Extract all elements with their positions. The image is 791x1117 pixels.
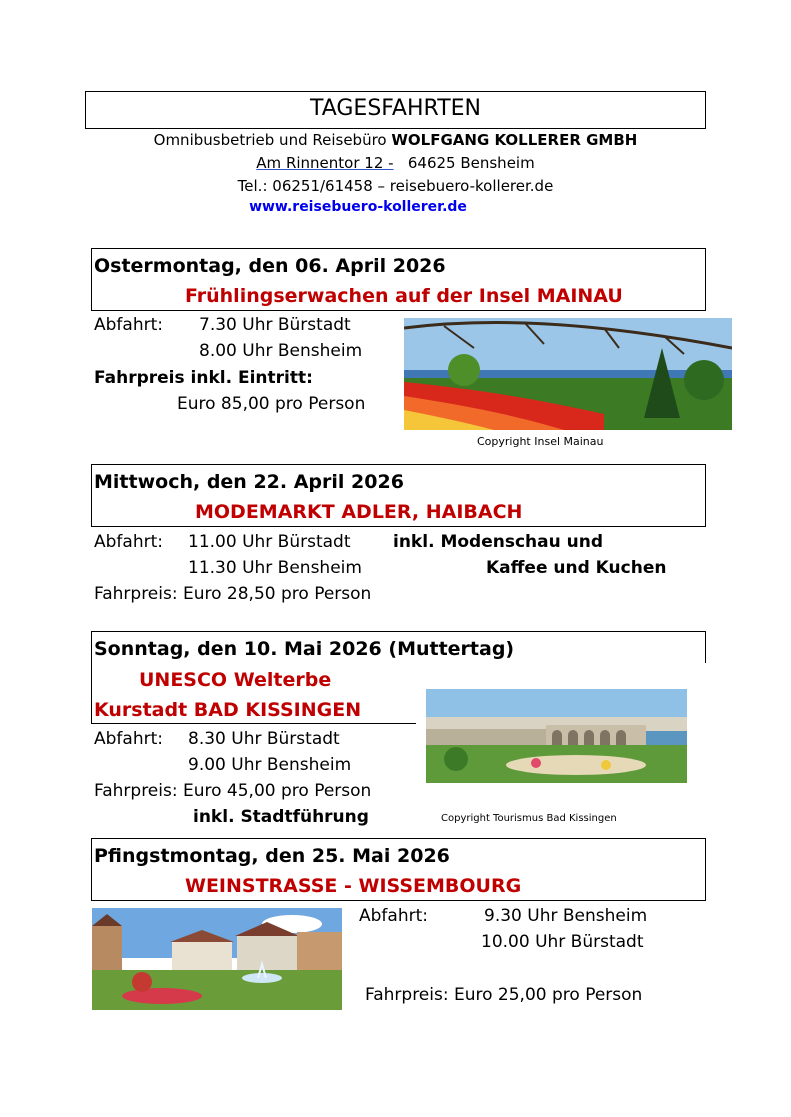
page-title: TAGESFAHRTEN [309, 96, 481, 121]
trip2-date: Mittwoch, den 22. April 2026 [94, 471, 404, 493]
trip3-depart1: 8.30 Uhr Bürstadt [188, 729, 340, 749]
trip3-date: Sonntag, den 10. Mai 2026 (Muttertag) [94, 638, 515, 660]
trip2-depart2: 11.30 Uhr Bensheim [188, 558, 362, 578]
trip3-copyright: Copyright Tourismus Bad Kissingen [441, 813, 617, 824]
trip3-title2: Kurstadt BAD KISSINGEN [94, 699, 362, 721]
website-line [0, 199, 716, 215]
trip2-title: MODEMARKT ADLER, HAIBACH [195, 501, 523, 523]
bad-kissingen-photo [426, 689, 687, 783]
street: Am Rinnentor 12 - [256, 154, 394, 172]
contact-line: Tel.: 06251/61458 – reisebuero-kollerer.de [237, 177, 554, 195]
trip1-copyright: Copyright Insel Mainau [477, 435, 604, 448]
address-line [0, 154, 791, 172]
trip1-price: Euro 85,00 pro Person [177, 394, 366, 414]
trip3-box-top [91, 631, 706, 632]
trip4-depart-label: Abfahrt: [359, 906, 428, 926]
trip3-title1: UNESCO Welterbe [139, 669, 332, 691]
company-name: WOLFGANG KOLLERER GMBH [391, 131, 638, 149]
trip4-depart2: 10.00 Uhr Bürstadt [481, 932, 644, 952]
trip1-title: Frühlingserwachen auf der Insel MAINAU [185, 285, 623, 307]
trip1-date: Ostermontag, den 06. April 2026 [94, 255, 446, 277]
trip1-depart1: 7.30 Uhr Bürstadt [199, 315, 351, 335]
trip3-box-right [705, 631, 706, 663]
trip1-depart2: 8.00 Uhr Bensheim [199, 341, 363, 361]
trip3-box-left [91, 631, 92, 724]
company-line [0, 131, 791, 149]
city: 64625 Bensheim [407, 154, 535, 172]
website-link[interactable]: www.reisebuero-kollerer.de [249, 199, 467, 215]
trip2-price: Fahrpreis: Euro 28,50 pro Person [94, 584, 372, 604]
trip2-extra1: inkl. Modenschau und [393, 532, 604, 552]
trip3-box-bottom [91, 723, 416, 724]
trip4-title: WEINSTRASSE - WISSEMBOURG [185, 875, 522, 897]
trip4-price: Fahrpreis: Euro 25,00 pro Person [365, 985, 643, 1005]
trip2-extra2: Kaffee und Kuchen [486, 558, 667, 578]
company-prefix: Omnibusbetrieb und Reisebüro [153, 131, 392, 149]
trip3-depart2: 9.00 Uhr Bensheim [188, 755, 352, 775]
wissembourg-photo [92, 908, 342, 1010]
trip4-date: Pfingstmontag, den 25. Mai 2026 [94, 845, 450, 867]
trip1-price-label: Fahrpreis inkl. Eintritt: [94, 368, 313, 388]
trip2-depart-label: Abfahrt: [94, 532, 163, 552]
trip3-price: Fahrpreis: Euro 45,00 pro Person [94, 781, 372, 801]
trip4-depart1: 9.30 Uhr Bensheim [484, 906, 648, 926]
mainau-photo [404, 318, 732, 430]
trip3-extra: inkl. Stadtführung [193, 807, 369, 827]
trip2-depart1: 11.00 Uhr Bürstadt [188, 532, 351, 552]
trip1-depart-label: Abfahrt: [94, 315, 163, 335]
trip3-depart-label: Abfahrt: [94, 729, 163, 749]
